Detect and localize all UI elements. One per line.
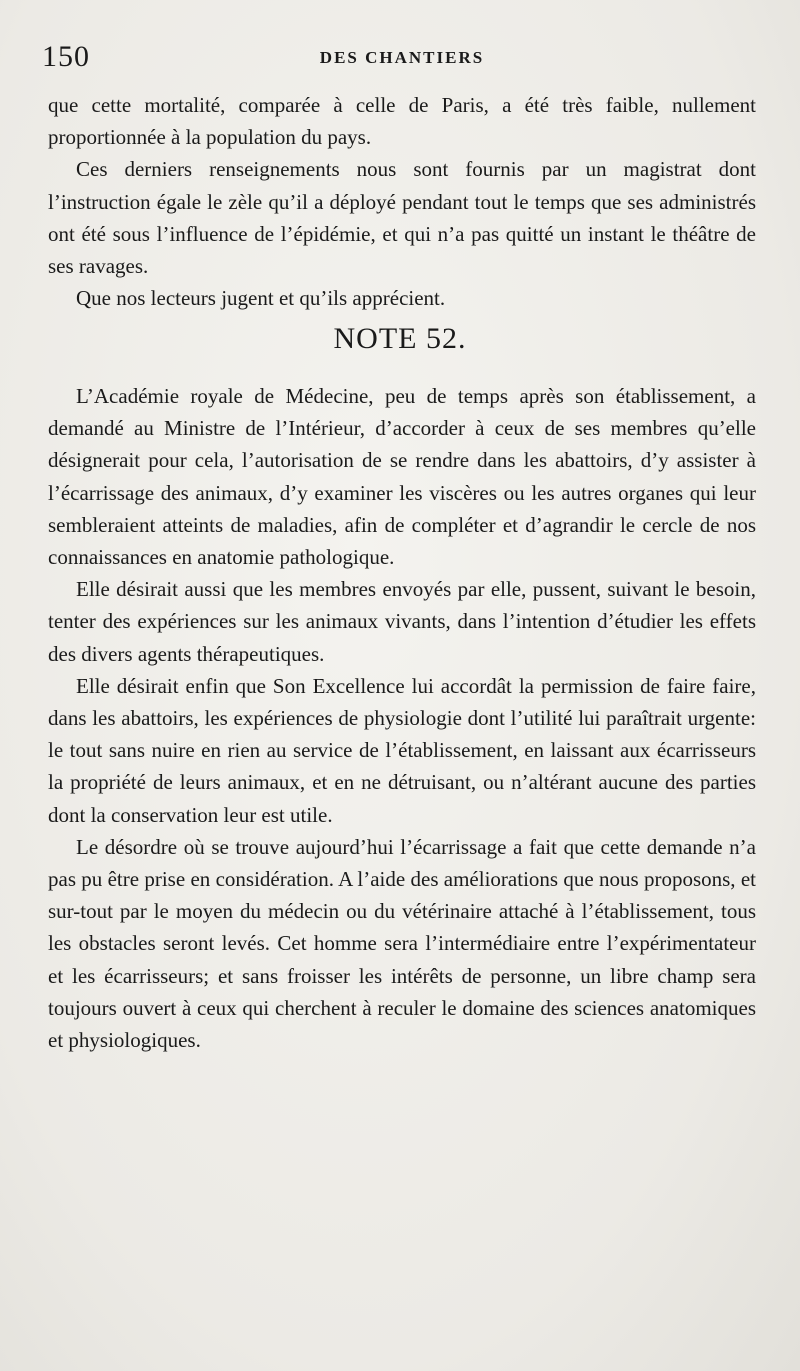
page-header bbox=[42, 36, 762, 76]
paragraph: L’Académie royale de Médecine, peu de temps après son établissement, a demandé au Ministre de l’Intérieur, d’accorder à ceux de ses membres qu’elle désignerait pour cela, l’autorisation de se rendre dans les abattoirs, d’y assister à l’écarrissage des animaux, d’y examiner les viscères ou les autres organes qui leur sembleraient atteints de maladies, afin de compléter et d’agrandir le cercle de nos connaissances en anatomie pathologique. bbox=[48, 384, 756, 570]
note-body bbox=[48, 380, 756, 1056]
continued-text bbox=[48, 89, 756, 314]
paragraph: Elle désirait enfin que Son Excellence lui accordât la permission de faire faire, dans les abattoirs, les expériences de physiologie dont l’utilité lui paraîtrait urgente: le tout sans nuire en rien au service de l’établissement, en laissant aux écarrisseurs la propriété de leurs animaux, et en ne détruisant, ou n’altérant aucune des parties dont la conservation leur est utile. bbox=[48, 673, 756, 827]
paragraph: Que nos lecteurs jugent et qu’ils apprécient. bbox=[76, 286, 446, 311]
running-head: DES CHANTIERS bbox=[319, 48, 485, 67]
note-heading: NOTE 52. bbox=[333, 322, 467, 355]
paragraph: que cette mortalité, comparée à celle de Paris, a été très faible, nullement proportionnée à la population du pays. bbox=[48, 93, 756, 150]
page-number: 150 bbox=[42, 40, 90, 73]
paragraph: Le désordre où se trouve aujourd’hui l’écarrissage a fait que cette demande n’a pas pu être prise en considération. A l’aide des améliorations que nous proposons, et sur-tout par le moyen du médecin ou du vétérinaire attaché à l’établissement, tous les obstacles seront levés. Cet homme sera l’intermédiaire entre l’expérimentateur et les écarrisseurs; et sans froisser les intérêts de personne, un libre champ sera toujours ouvert à ceux qui cherchent à reculer le domaine des sciences anatomiques et physiologiques. bbox=[48, 834, 756, 1053]
paragraph: Ces derniers renseignements nous sont fournis par un magistrat dont l’instruction égale le zèle qu’il a déployé pendant tout le temps que ses administrés ont été sous l’influence de l’épidémie, et qui n’a pas quitté un instant le théâtre de ses ravages. bbox=[48, 157, 756, 279]
paragraph: Elle désirait aussi que les membres envoyés par elle, pussent, suivant le besoin, tenter des expériences sur les animaux vivants, dans l’intention d’étudier les effets des divers agents thérapeutiques. bbox=[48, 577, 756, 666]
